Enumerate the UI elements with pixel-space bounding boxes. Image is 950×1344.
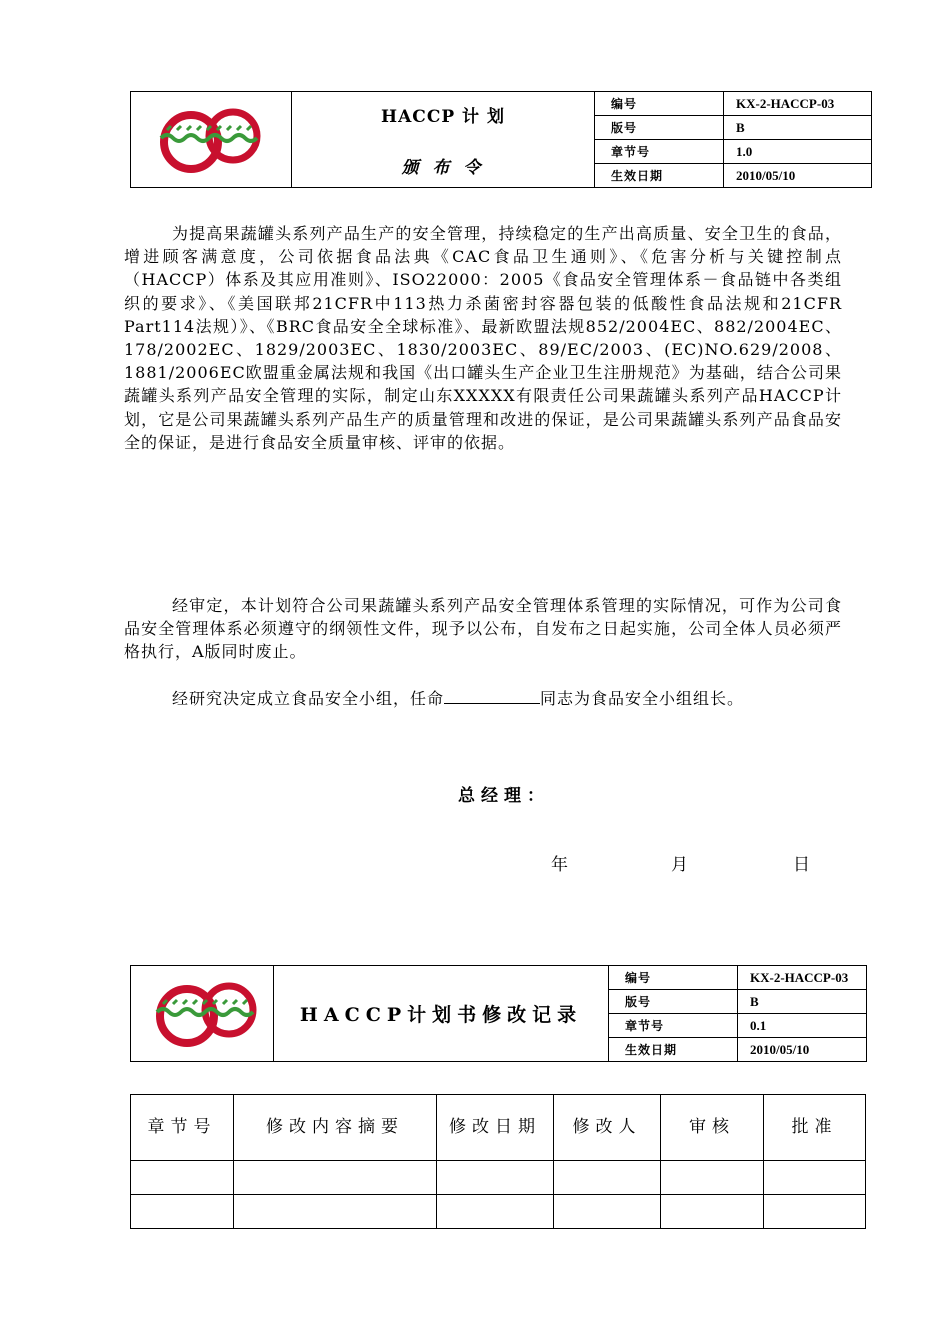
version-value-2: B — [738, 990, 867, 1014]
doc-number-label: 编号 — [595, 92, 724, 116]
document-header-1 — [130, 91, 872, 188]
appointment-text-after: 同志为食品安全小组组长。 — [540, 689, 745, 708]
document-header-2 — [130, 965, 867, 1062]
col-header-modifier: 修改人 — [554, 1095, 661, 1161]
plan-title-cell — [292, 92, 595, 188]
effective-date-label: 生效日期 — [595, 164, 724, 188]
table-cell[interactable] — [661, 1161, 764, 1195]
section-value-2: 0.1 — [738, 1014, 867, 1038]
date-month: 月 — [671, 855, 688, 875]
table-cell[interactable] — [437, 1195, 554, 1229]
company-logo — [149, 974, 269, 1054]
col-header-section: 章节号 — [131, 1095, 234, 1161]
revision-record-title: HACCP计划书修改记录 — [299, 1004, 583, 1026]
table-cell[interactable] — [234, 1195, 437, 1229]
version-label-2: 版号 — [609, 990, 738, 1014]
appointment-text-before: 经研究决定成立食品安全小组，任命 — [172, 689, 445, 708]
effective-date-label-2: 生效日期 — [609, 1038, 738, 1062]
plan-subtitle: 颁 布 令 — [401, 157, 485, 178]
appointee-blank[interactable] — [444, 687, 540, 704]
effective-date-value-2: 2010/05/10 — [738, 1038, 867, 1062]
revision-record-title-cell — [274, 966, 609, 1062]
table-row — [131, 1161, 866, 1195]
version-value: B — [724, 116, 872, 140]
plan-title: HACCP 计 划 — [381, 106, 505, 127]
company-logo-cell-2 — [131, 966, 274, 1062]
col-header-summary: 修改内容摘要 — [234, 1095, 437, 1161]
body-paragraph-3 — [124, 687, 842, 710]
general-manager-signature-label: 总经理： — [458, 786, 550, 806]
table-row — [131, 1195, 866, 1229]
col-header-approve: 批准 — [764, 1095, 866, 1161]
company-logo-cell — [131, 92, 292, 188]
col-header-review: 审核 — [661, 1095, 764, 1161]
doc-number-value-2: KX-2-HACCP-03 — [738, 966, 867, 990]
section-value: 1.0 — [724, 140, 872, 164]
table-cell[interactable] — [764, 1195, 866, 1229]
doc-number-label-2: 编号 — [609, 966, 738, 990]
effective-date-value: 2010/05/10 — [724, 164, 872, 188]
table-header-row — [131, 1095, 866, 1161]
table-cell[interactable] — [764, 1161, 866, 1195]
revision-record-table — [130, 1094, 866, 1229]
date-day: 日 — [793, 855, 810, 875]
body-paragraph-2: 经审定，本计划符合公司果蔬罐头系列产品安全管理体系管理的实际情况，可作为公司食品安全管理体系必须遵守的纲领性文件，现予以公布，自发布之日起实施，公司全体人员必须严格执行，A版同时废止。 — [124, 596, 842, 662]
table-cell[interactable] — [554, 1161, 661, 1195]
date-year: 年 — [551, 855, 568, 875]
company-logo — [153, 100, 273, 180]
table-cell[interactable] — [661, 1195, 764, 1229]
section-label-2: 章节号 — [609, 1014, 738, 1038]
body-paragraph-1: 为提高果蔬罐头系列产品生产的安全管理，持续稳定的生产出高质量、安全卫生的食品，增进顾客满意度，公司依据食品法典《CAC食品卫生通则》、《危害分析与关键控制点（HACCP）体系及其应用准则》、ISO22000：2005《食品安全管理体系－食品链中各类组织的要求》、《美国联邦21CFR中113热力杀菌密封容器包装的低酸性食品法规和21CFR Part114法规）》、《BRC食品安全全球标准》、最新欧盟法规852/2004EC、882/2004EC、178/2002EC、1829/2003EC、1830/2003EC、89/EC/2003、(EC)NO.629/2008、1881/2006EC欧盟重金属法规和我国《出口罐头生产企业卫生注册规范》为基础，结合公司果蔬罐头系列产品安全管理的实际，制定山东XXXXX有限责任公司果蔬罐头系列产品HACCP计划，它是公司果蔬罐头系列产品生产的质量管理和改进的保证，是公司果蔬罐头系列产品食品安全的保证，是进行食品安全质量审核、评审的依据。 — [124, 224, 842, 452]
col-header-date: 修改日期 — [437, 1095, 554, 1161]
table-cell[interactable] — [554, 1195, 661, 1229]
table-cell[interactable] — [131, 1161, 234, 1195]
doc-number-value: KX-2-HACCP-03 — [724, 92, 872, 116]
table-cell[interactable] — [234, 1161, 437, 1195]
table-cell[interactable] — [131, 1195, 234, 1229]
section-label: 章节号 — [595, 140, 724, 164]
table-cell[interactable] — [437, 1161, 554, 1195]
version-label: 版号 — [595, 116, 724, 140]
